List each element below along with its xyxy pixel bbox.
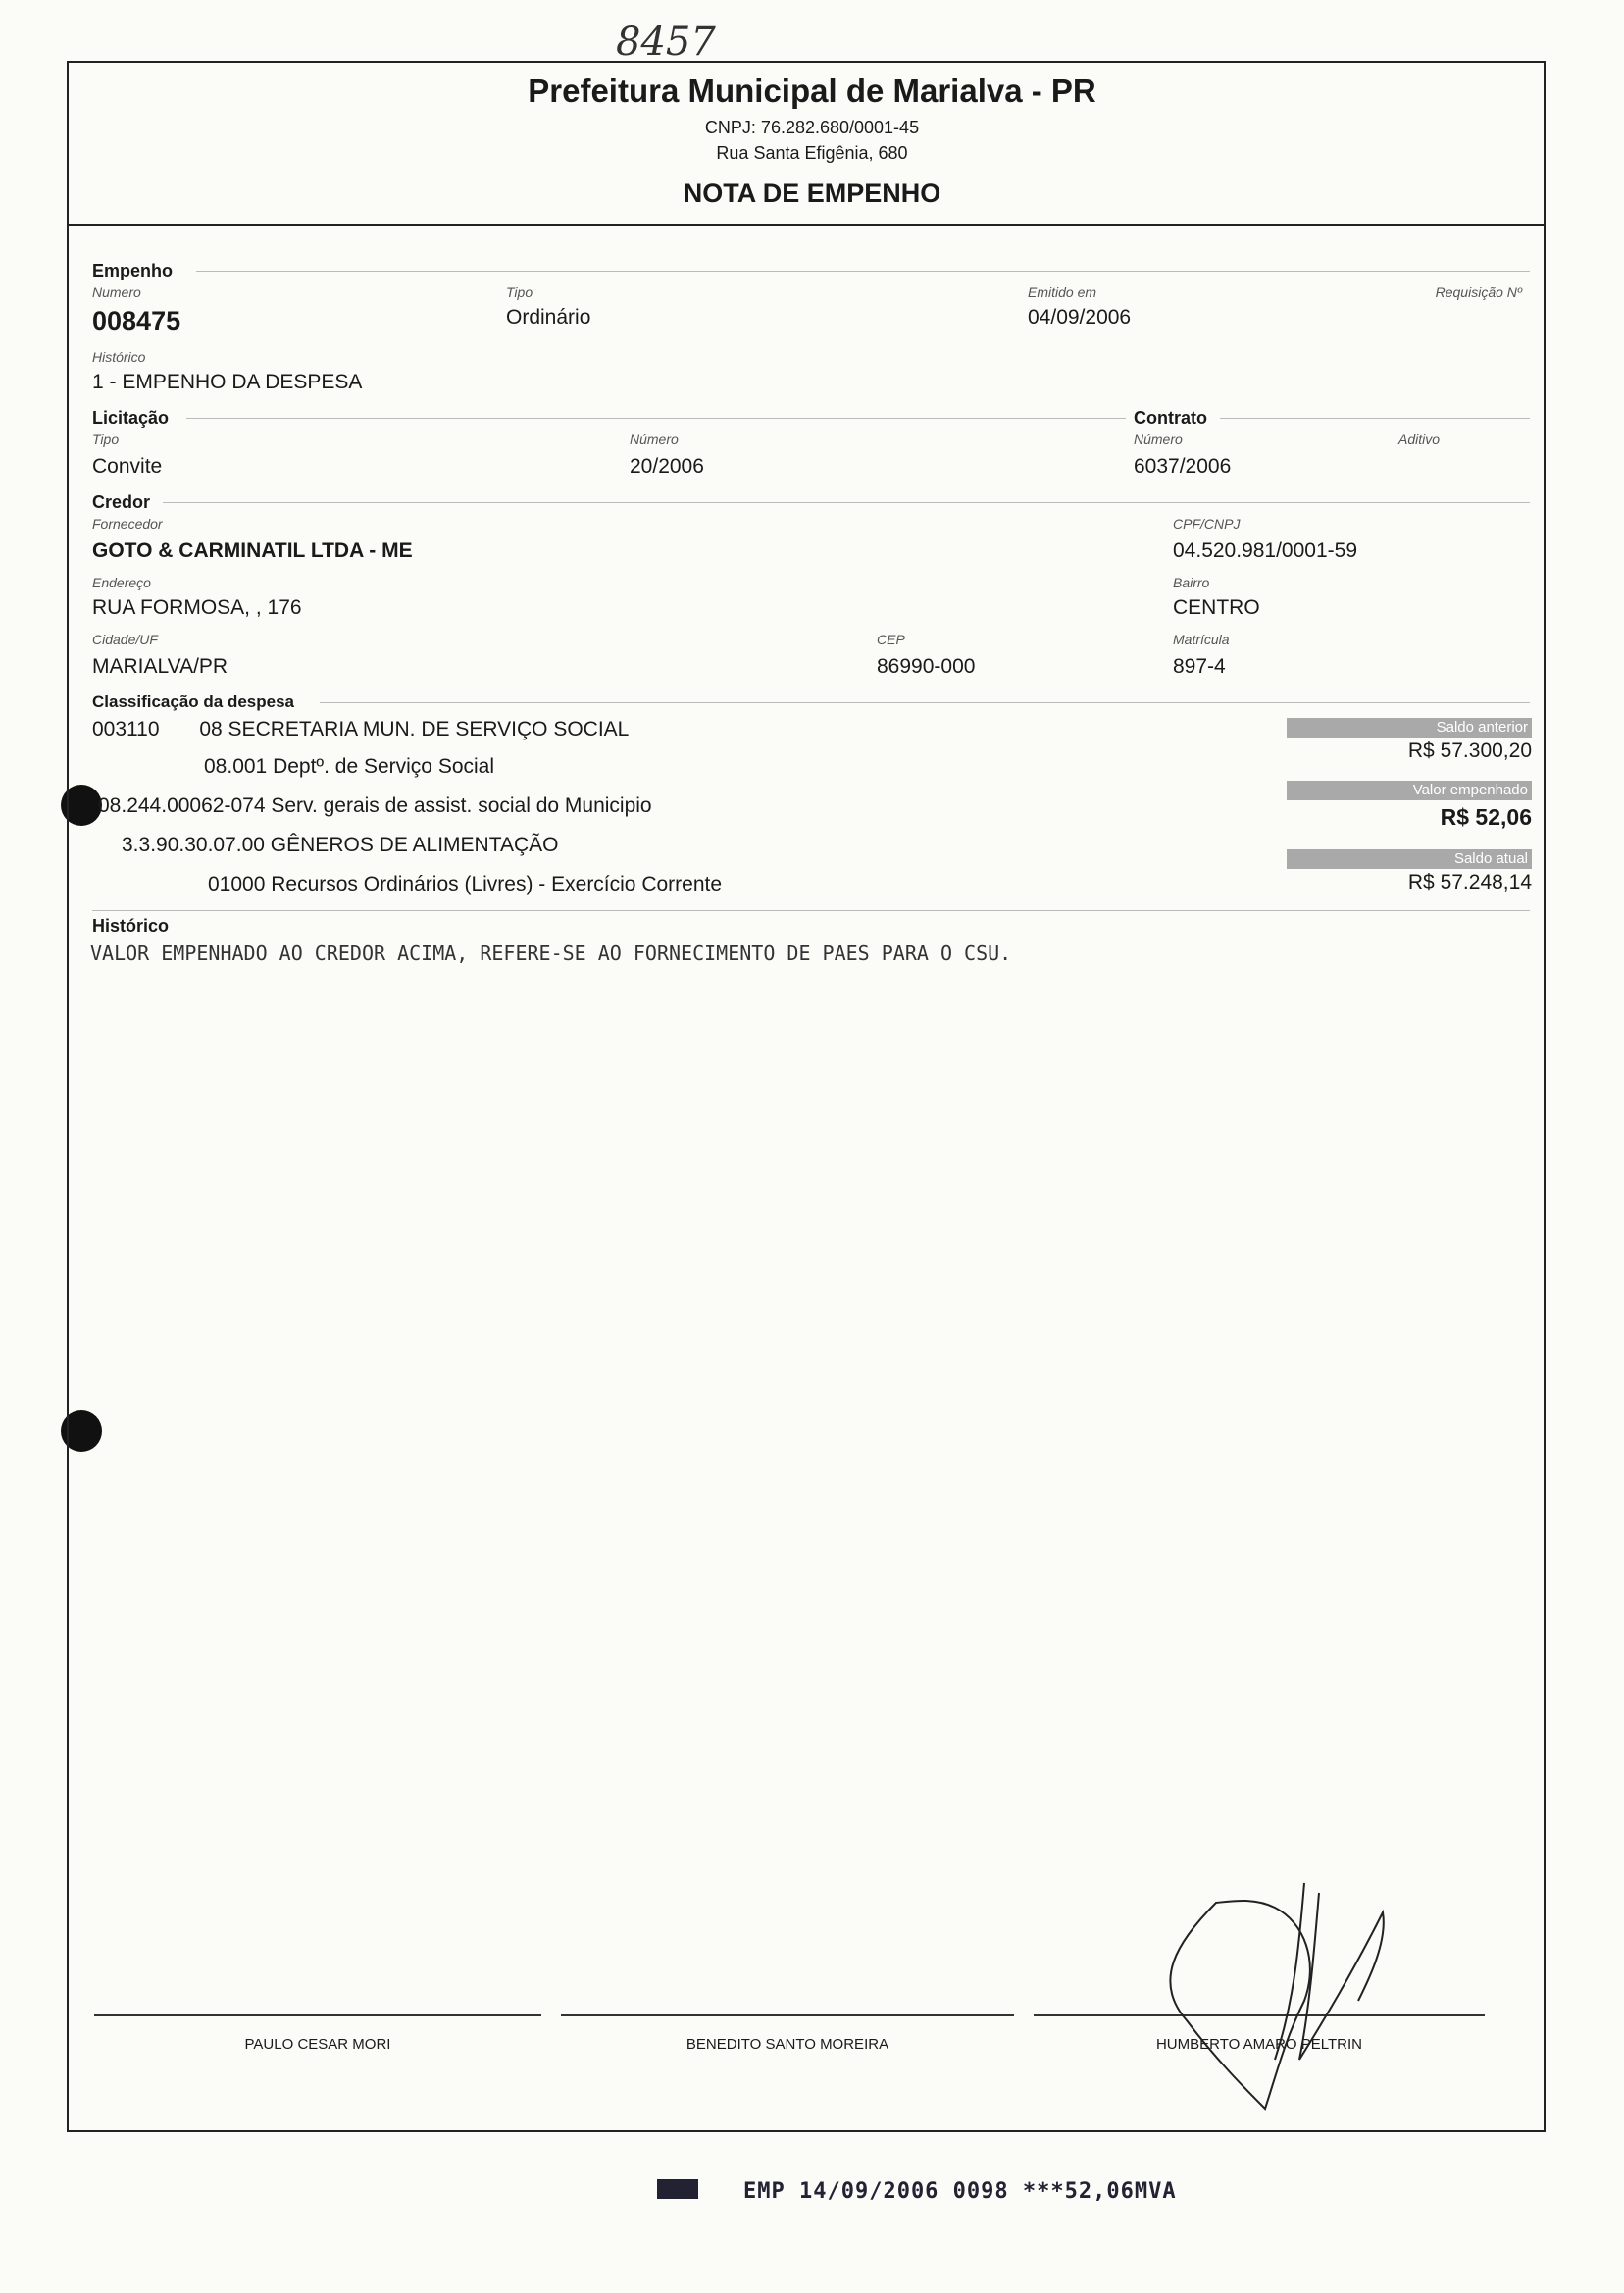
stamp-logo	[657, 2179, 698, 2199]
classificacao-line-4: 3.3.90.30.07.00 GÊNEROS DE ALIMENTAÇÃO	[122, 834, 559, 856]
saldo-anterior-label: Saldo anterior	[1287, 718, 1532, 738]
signature-name-3: HUMBERTO AMARO PELTRIN	[1155, 2036, 1363, 2053]
saldo-atual: R$ 57.248,14	[1407, 871, 1532, 893]
licitacao-numero: 20/2006	[630, 455, 704, 478]
valor-empenhado: R$ 52,06	[1440, 804, 1532, 830]
signature-line	[94, 2014, 541, 2016]
section-divider	[92, 910, 1530, 911]
licitacao-tipo: Convite	[92, 455, 163, 478]
historico-text: VALOR EMPENHADO AO CREDOR ACIMA, REFERE-SE AO FORNECIMENTO DE PAES PARA O CSU.	[90, 942, 1012, 965]
cidade-label: Cidade/UF	[92, 632, 158, 647]
handwritten-number: 8457	[616, 20, 716, 65]
section-divider	[196, 271, 1530, 272]
section-licitacao: Licitação	[92, 408, 170, 428]
requisicao-label: Requisição Nº	[1435, 284, 1522, 300]
endereco: RUA FORMOSA, , 176	[92, 596, 302, 619]
emitido-date: 04/09/2006	[1028, 306, 1132, 329]
header-divider	[69, 224, 1544, 226]
contrato-numero: 6037/2006	[1134, 455, 1232, 478]
empenho-tipo: Ordinário	[506, 306, 591, 329]
bairro-label: Bairro	[1173, 575, 1210, 590]
licitacao-tipo-label: Tipo	[92, 432, 120, 447]
fornecedor: GOTO & CARMINATIL LTDA - ME	[92, 539, 413, 562]
empenho-numero-label: Numero	[92, 284, 141, 300]
valor-empenhado-label: Valor empenhado	[1287, 781, 1532, 800]
empenho-historico-label: Histórico	[92, 349, 146, 365]
section-divider	[163, 502, 1530, 503]
page-title: Prefeitura Municipal de Marialva - PR	[528, 73, 1096, 109]
bairro: CENTRO	[1173, 596, 1260, 619]
cpf-label: CPF/CNPJ	[1173, 516, 1241, 532]
fornecedor-label: Fornecedor	[92, 516, 163, 532]
empenho-tipo-label: Tipo	[506, 284, 533, 300]
section-divider	[320, 702, 1530, 703]
empenho-numero: 008475	[92, 306, 181, 335]
emitido-label: Emitido em	[1028, 284, 1097, 300]
endereco-label: Endereço	[92, 575, 151, 590]
section-historico: Histórico	[92, 916, 170, 936]
saldo-atual-label: Saldo atual	[1287, 849, 1532, 869]
section-divider	[186, 418, 1126, 419]
classificacao-line-2: 08.001 Deptº. de Serviço Social	[204, 755, 495, 778]
section-credor: Credor	[92, 492, 151, 512]
licitacao-numero-label: Número	[630, 432, 679, 447]
cep: 86990-000	[877, 655, 976, 678]
empenho-historico: 1 - EMPENHO DA DESPESA	[92, 371, 363, 393]
aditivo-label: Aditivo	[1398, 432, 1441, 447]
section-empenho: Empenho	[92, 261, 174, 280]
contrato-numero-label: Número	[1134, 432, 1183, 447]
header-cnpj: CNPJ: 76.282.680/0001-45	[704, 118, 920, 137]
signature-name-2: BENEDITO SANTO MOREIRA	[685, 2036, 889, 2053]
stamp-text: EMP 14/09/2006 0098 ***52,06MVA	[743, 2179, 1177, 2204]
document-title: NOTA DE EMPENHO	[683, 178, 941, 208]
signature-name-1: PAULO CESAR MORI	[244, 2036, 391, 2053]
saldo-anterior: R$ 57.300,20	[1407, 739, 1532, 762]
section-classificacao: Classificação da despesa	[92, 692, 295, 711]
section-divider	[1220, 418, 1530, 419]
header-address: Rua Santa Efigênia, 680	[716, 143, 908, 163]
matricula-label: Matrícula	[1173, 632, 1230, 647]
classificacao-line-1: 003110 08 SECRETARIA MUN. DE SERVIÇO SOCIAL	[92, 718, 630, 740]
classificacao-line-5: 01000 Recursos Ordinários (Livres) - Exercício Corrente	[208, 873, 723, 895]
cep-label: CEP	[877, 632, 905, 647]
handwritten-signature	[1157, 1863, 1432, 2118]
signature-line	[561, 2014, 1014, 2016]
classificacao-line-3: 08.244.00062-074 Serv. gerais de assist. social do Municipio	[98, 794, 652, 817]
cpf-cnpj: 04.520.981/0001-59	[1173, 539, 1358, 562]
cidade: MARIALVA/PR	[92, 655, 228, 678]
section-contrato: Contrato	[1134, 408, 1207, 428]
matricula: 897-4	[1173, 655, 1226, 678]
